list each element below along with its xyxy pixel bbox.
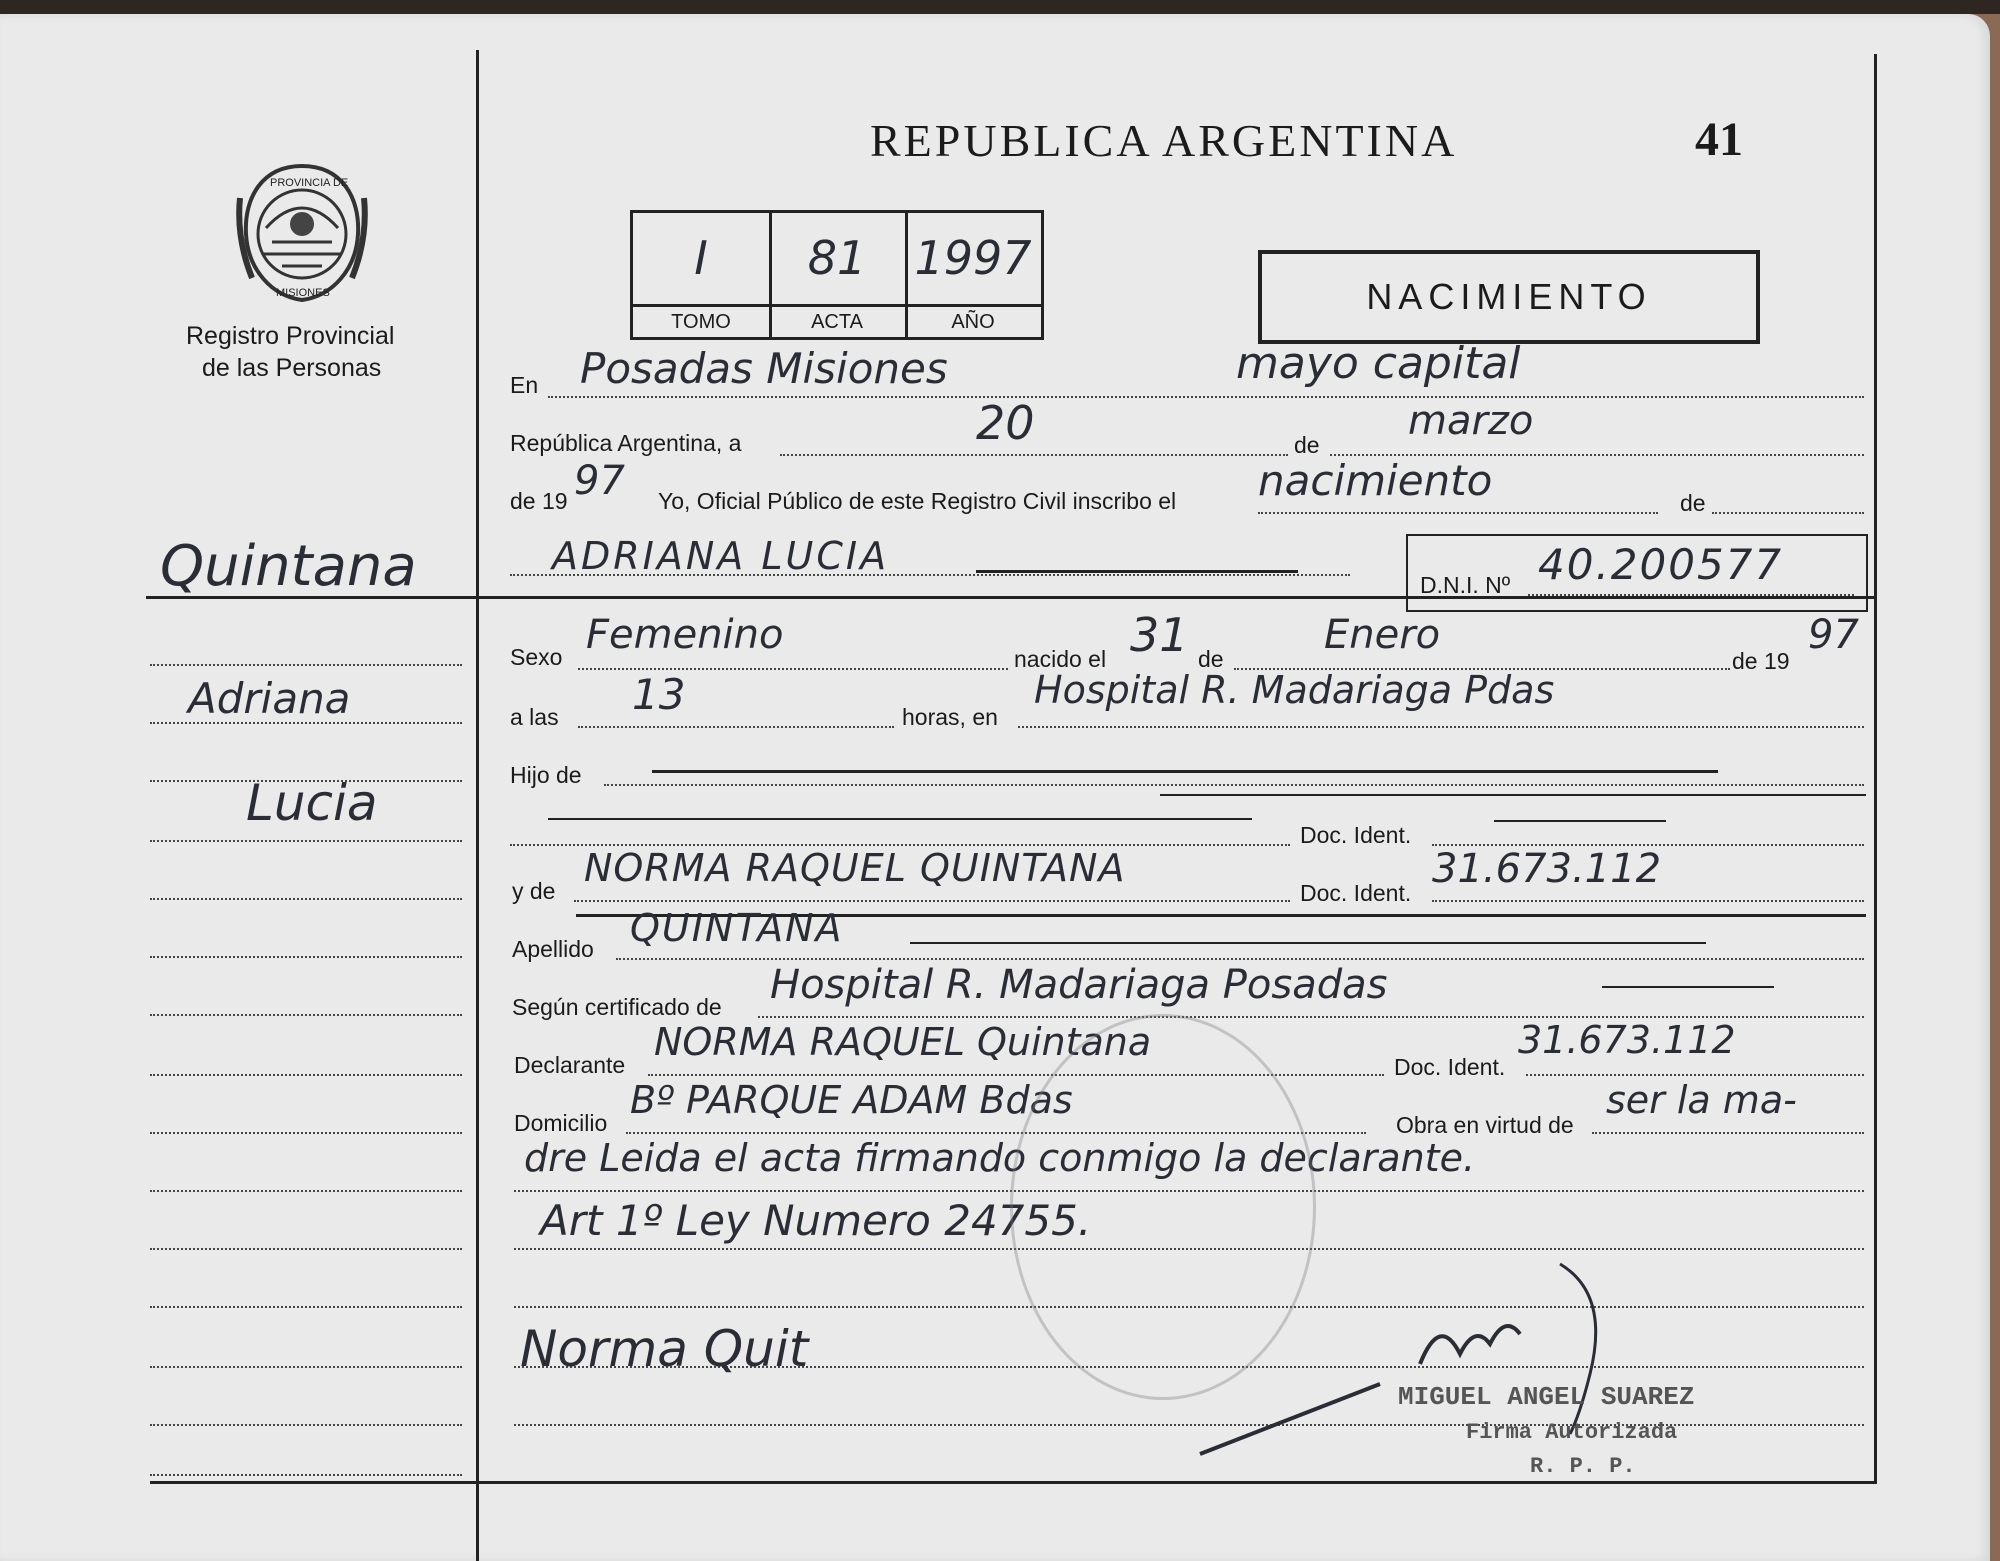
segun-value: Hospital R. Madariaga Posadas xyxy=(770,962,1388,1008)
nacido-dia-value: 31 xyxy=(1130,608,1189,662)
horas-label: horas, en xyxy=(902,704,998,730)
anio-value: 1997 xyxy=(914,231,1032,285)
tomo-cell xyxy=(633,213,772,337)
oficial-text: Yo, Oficial Público de este Registro Civil inscribo el xyxy=(658,488,1177,514)
tomo-label: TOMO xyxy=(633,304,769,337)
fill-line xyxy=(976,570,1298,573)
nacido-anio-value: 97 xyxy=(1808,612,1859,658)
declarante-label: Declarante xyxy=(514,1052,626,1078)
doc-label-mother: Doc. Ident. xyxy=(1300,880,1412,906)
emblem-text-top: PROVINCIA DE xyxy=(270,177,349,189)
obra-value: ser la ma- xyxy=(1606,1078,1797,1122)
segun-label: Según certificado de xyxy=(512,994,722,1020)
nacido-mes-value: Enero xyxy=(1324,612,1441,658)
doc-label-father: Doc. Ident. xyxy=(1300,822,1412,848)
dni-box xyxy=(1406,534,1868,612)
acta-label: ACTA xyxy=(769,304,905,337)
dia-value: 20 xyxy=(976,396,1035,450)
fill-line xyxy=(910,942,1706,944)
registry-name-line1: Registro Provincial xyxy=(186,322,395,350)
country-title: REPUBLICA ARGENTINA xyxy=(870,115,1458,166)
inscribe-value: nacimiento xyxy=(1258,456,1493,505)
page-number: 41 xyxy=(1695,113,1743,166)
declarant-signature: Norma Quit xyxy=(520,1320,809,1378)
de-label-2: de xyxy=(1680,490,1706,516)
sexo-value: Femenino xyxy=(586,612,784,658)
obra-label: Obra en virtud de xyxy=(1396,1112,1574,1138)
record-number-box xyxy=(630,210,1044,340)
domicilio-value: Bº PARQUE ADAM Bdas xyxy=(630,1078,1073,1122)
officer-stamp-org: R. P. P. xyxy=(1530,1454,1636,1479)
hora-value: 13 xyxy=(632,670,686,719)
fill-line xyxy=(1602,986,1774,988)
left-column-divider xyxy=(476,50,479,1561)
domicilio-label: Domicilio xyxy=(514,1110,608,1136)
anio-label: AÑO xyxy=(905,304,1041,337)
child-name-value: ADRIANA LUCIA xyxy=(552,534,890,578)
registry-name-line2: de las Personas xyxy=(202,354,382,382)
fill-line xyxy=(548,818,1252,820)
birth-certificate-page xyxy=(0,14,1990,1561)
alas-label: a las xyxy=(510,704,559,730)
officer-stamp-role: Firma Autorizada xyxy=(1466,1420,1678,1445)
lugar-value: Hospital R. Madariaga Pdas xyxy=(1034,668,1555,712)
margin-surname: Quintana xyxy=(160,534,417,599)
margin-given-name-1: Adriana xyxy=(188,674,351,723)
de19-label: de 19 xyxy=(1732,648,1790,674)
anio-cell xyxy=(905,213,1041,337)
acta-value: 81 xyxy=(807,231,867,285)
hijo-label: Hijo de xyxy=(510,762,582,788)
de-label: de xyxy=(1294,432,1320,458)
doc-label-declarante: Doc. Ident. xyxy=(1394,1054,1506,1080)
madre-value: NORMA RAQUEL QUINTANA xyxy=(584,846,1126,890)
emblem-text-bottom: MISIONES xyxy=(276,287,330,299)
act-type-box: NACIMIENTO xyxy=(1258,250,1760,344)
nacido-label: nacido el xyxy=(1014,646,1107,672)
apellido-value: QUINTANA xyxy=(630,906,844,950)
officer-stamp-name: MIGUEL ANGEL SUAREZ xyxy=(1398,1382,1695,1412)
en-label: En xyxy=(510,372,539,398)
fill-line xyxy=(1494,820,1666,822)
fill-line xyxy=(1160,794,1866,796)
apellido-label: Apellido xyxy=(512,936,594,962)
tomo-value: I xyxy=(694,231,708,285)
background-edge xyxy=(0,0,2000,14)
observation-line-1: dre Leida el acta firmando conmigo la declarante. xyxy=(524,1136,1476,1180)
dni-label: D.N.I. Nº xyxy=(1420,572,1511,598)
declarante-doc-value: 31.673.112 xyxy=(1518,1018,1736,1062)
right-border xyxy=(1874,54,1877,1484)
bottom-divider xyxy=(150,1481,1876,1484)
provincial-emblem-icon xyxy=(232,158,372,308)
year-prefix-label: de 19 xyxy=(510,488,568,514)
acta-cell xyxy=(769,213,908,337)
dni-value: 40.200577 xyxy=(1538,540,1784,589)
de-label-3: de xyxy=(1198,646,1224,672)
en-value-2: mayo capital xyxy=(1236,338,1521,389)
madre-doc-value: 31.673.112 xyxy=(1432,846,1662,892)
declarante-value: NORMA RAQUEL Quintana xyxy=(654,1020,1152,1064)
sexo-label: Sexo xyxy=(510,644,563,670)
mes-value: marzo xyxy=(1408,398,1534,444)
republica-label: República Argentina, a xyxy=(510,430,742,456)
year-value: 97 xyxy=(574,458,625,504)
observation-line-2: Art 1º Ley Numero 24755. xyxy=(540,1196,1092,1245)
yde-label: y de xyxy=(512,878,556,904)
margin-given-name-2: Lucia xyxy=(246,774,378,832)
fill-line xyxy=(652,770,1718,773)
en-value: Posadas Misiones xyxy=(580,344,948,393)
